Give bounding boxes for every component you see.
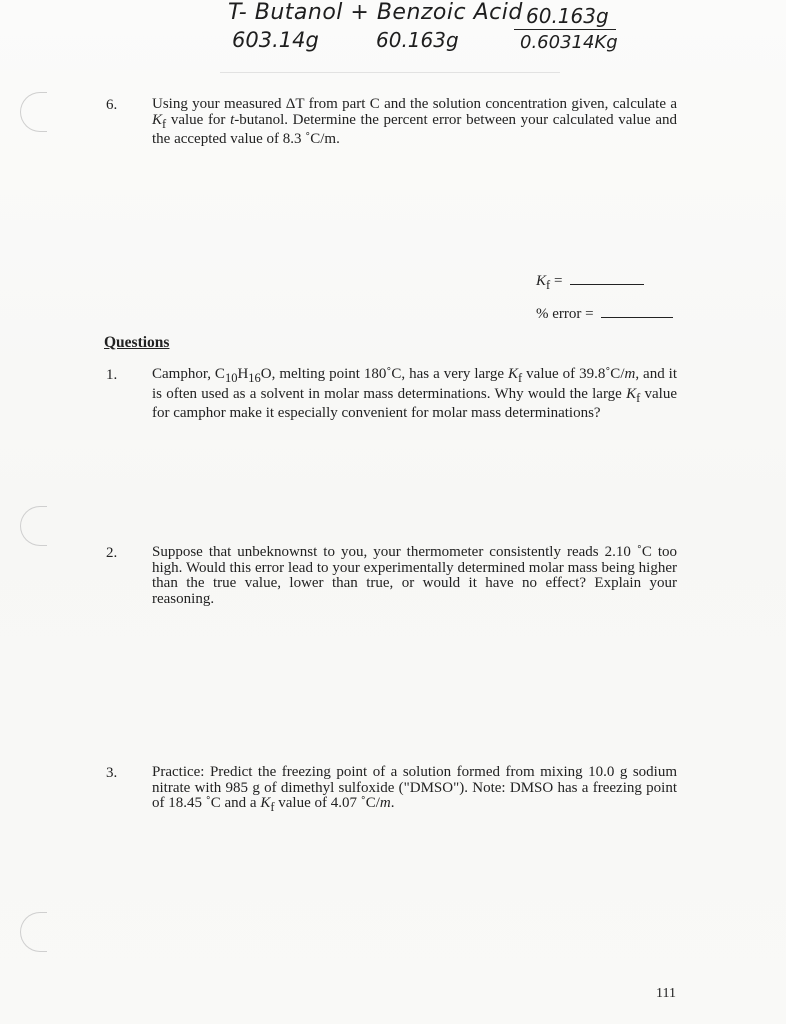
question-text: Practice: Predict the freezing point of a solution formed from mixing 10.0 g sodium nitrate with 985 g of dimethyl sulfoxide ("DMSO"). Note: DMSO has a freezing point of 18.45 ˚C and a $K_f$ value of 4.07 ˚C/m. [152, 764, 677, 815]
binder-hole-mark [20, 506, 47, 546]
percent-error-answer-line [536, 303, 673, 323]
faint-rule [220, 72, 560, 73]
question-text: Camphor, $C_{10}H_{16}O$, melting point 180˚C, has a very large $K_f$ value of 39.8˚C/m, and it is often used as a solvent in molar mass determinations. Why would the large $K_f$ value for camphor make it especially convenient for molar mass determinations? [152, 366, 678, 422]
kf-answer-line [536, 270, 644, 293]
binder-hole-mark [20, 912, 47, 952]
kf-blank[interactable] [570, 270, 644, 285]
handwritten-mass-butanol: 603.14g [232, 28, 319, 52]
kf-label: K [536, 273, 547, 289]
handwritten-value-kg: 0.60314Kg [520, 32, 618, 53]
handwritten-mass-benzoic: 60.163g [376, 28, 459, 52]
kf-subscript: f [546, 278, 551, 292]
binder-hole-mark [20, 92, 47, 132]
item-text: Using your measured ΔT from part C and the solution concentration given, calculate a $K_f$ value for t-butanol. Determine the percent error between your calculated value and the accepted value of 8.3 ˚C/m. [152, 96, 678, 148]
question-text: Suppose that unbeknownst to you, your thermometer consistently reads 2.10 ˚C too high. Would this error lead to your experimentally determined molar mass being higher than the true value, lower than true, or would it have no effect? Explain your reasoning. [152, 544, 677, 607]
question-number: 2. [106, 545, 118, 561]
handwritten-title: T- Butanol + Benzoic Acid [228, 0, 523, 25]
percent-error-blank[interactable] [601, 303, 673, 318]
percent-error-label: % error = [536, 306, 594, 322]
question-number: 1. [106, 367, 118, 383]
handwritten-value-top: 60.163g [526, 4, 609, 28]
kf-equals: = [553, 273, 563, 289]
question-number: 3. [106, 765, 118, 781]
item-number: 6. [106, 97, 118, 113]
page-number: 111 [656, 986, 676, 1001]
questions-heading: Questions [104, 334, 170, 351]
handwritten-fraction-bar [514, 29, 616, 30]
